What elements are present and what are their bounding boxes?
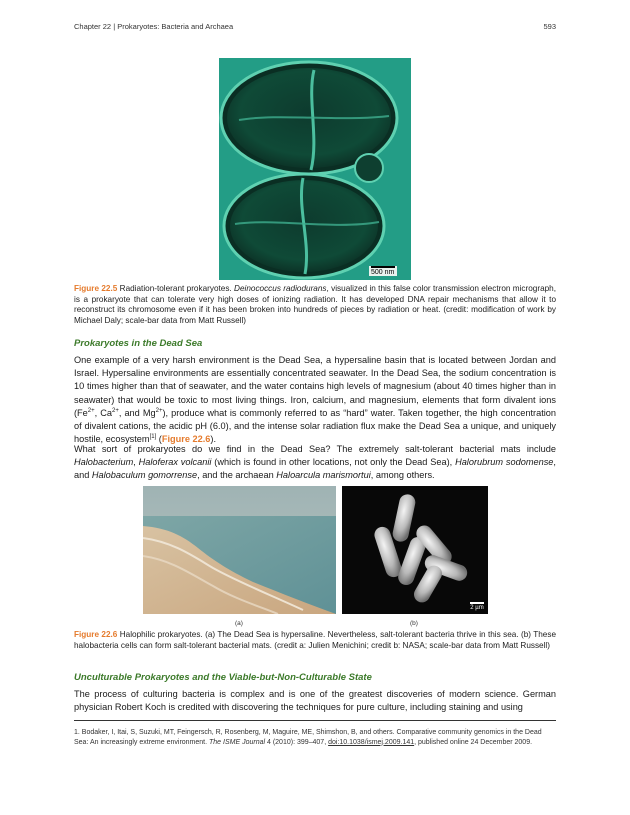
paragraph-text: , (133, 457, 139, 468)
scale-bar-line (470, 602, 484, 604)
superscript: 2+ (155, 407, 163, 414)
footnote-reference[interactable]: [1] (149, 434, 157, 441)
species-name: Haloferax volcanii (138, 457, 212, 468)
paragraph-text: , and Mg (118, 407, 156, 418)
scale-bar (470, 602, 484, 611)
paragraph-text: ( (156, 434, 162, 445)
species-name: Haloarcula marismortui (276, 470, 371, 481)
doi-link[interactable]: doi:10.1038/ismej.2009.141 (328, 738, 415, 746)
paragraph-text: , and the archaean (197, 470, 277, 481)
figure-22-6b-halobacteria-micrograph (342, 486, 488, 614)
subfigure-label-a: (a) (235, 620, 243, 627)
footnote-text: 4 (2010): 399–407, (265, 738, 329, 746)
paragraph-text: ), produce what is commonly referred to as “hard” water. Taken together, the high concentration of divalent cations, the acidic pH (6.0), and the intense solar radiation flux make the Dead Sea a unique, and uniquely hostile, ecosystem (74, 407, 557, 445)
page-number: 593 (543, 22, 556, 31)
species-name: Halobaculum gomorrense (91, 470, 198, 481)
paragraph-text: (which is found in other locations, not only the Dead Sea), (211, 457, 456, 468)
caption-text: Halophilic prokaryotes. (a) The Dead Sea is hypersaline. Nevertheless, salt-tolerant bacteria thrive in this sea. (b) These halobacteria cells can form salt-tolerant bacterial mats. (credit a: Julien Menichini; credit b: NASA; scale-bar data from Matt Russell) (74, 630, 556, 650)
scale-bar-label: 2 µm (470, 605, 484, 611)
caption-text: , visualized in this false color transmission electron micrograph, is a prokaryote that can tolerate very high doses of ionizing radiation. It has developed DNA repair mechanisms that allow it to reconstruct its chromosome even if it has been broken into hundreds of pieces by radiation or heat. (credit: modification of work by Michael Daly; scale-bar data from Matt Russell) (74, 284, 557, 325)
chapter-title: Chapter 22 | Prokaryotes: Bacteria and Archaea (74, 22, 234, 31)
species-name: Halobacterium (74, 457, 134, 468)
section-heading-unculturable: Unculturable Prokaryotes and the Viable-but-Non-Culturable State (74, 672, 372, 683)
dead-sea-image (143, 486, 336, 614)
paragraph-text: What sort of prokaryotes do we find in the Dead Sea? The extremely salt-tolerant bacterial mats include (74, 444, 556, 454)
paragraph-salt-tolerant (74, 443, 556, 483)
species-name: Deinococcus radiodurans (234, 284, 327, 293)
scale-bar-label: 500 nm (371, 269, 395, 276)
figure-22-6a-dead-sea-photo (143, 486, 336, 614)
subfigure-label-b: (b) (410, 620, 418, 627)
paragraph-dead-sea (74, 354, 556, 446)
footnote-divider (74, 720, 556, 721)
paragraph-text: , among others. (370, 470, 435, 481)
scale-bar (369, 266, 397, 276)
figure-22-5-caption (74, 284, 556, 326)
figure-22-6-link[interactable]: Figure 22.6 (161, 434, 211, 445)
paragraph-text: , Ca (94, 407, 112, 418)
caption-text: Radiation-tolerant prokaryotes. (117, 284, 235, 293)
paragraph-text: , and (74, 457, 556, 481)
footnote-1 (74, 728, 556, 747)
footnote-text: 1. Bodaker, I, Itai, S, Suzuki, MT, Feingersch, R, Rosenberg, M, Maguire, ME, Shimshon, B, and others. Comparative community genomics in the Dead Sea: An increasingly extreme environment. (74, 729, 542, 746)
paragraph-text: ). (210, 434, 217, 445)
figure-label: Figure 22.5 (74, 284, 118, 293)
journal-name: The ISME Journal (209, 738, 266, 746)
footnote-text: , published online 24 December 2009. (414, 738, 533, 746)
page-header (74, 22, 556, 36)
superscript: 2+ (87, 407, 95, 414)
micrograph-image (219, 58, 411, 280)
paragraph-culturing: The process of culturing bacteria is complex and is one of the greatest discoveries of modern science. German physician Robert Koch is credited with discovering the techniques for pure culture, including staining and using (74, 689, 556, 713)
halobacteria-image (342, 486, 488, 614)
figure-22-6-caption (74, 630, 556, 651)
superscript: 2+ (111, 407, 119, 414)
paragraph-text: One example of a very harsh environment is the Dead Sea, a hypersaline basin that is located between Jordan and Israel. Hypersaline environments are essentially concentrated seawater. In the Dead Sea, the sodium concentration is 10 times higher than that of seawater, and the water contains high levels of magnesium (about 40 times higher than in seawater) that would be toxic to most living things. Iron, calcium, and magnesium, elements that form divalent ions (Fe (74, 355, 556, 418)
species-name: Halorubrum sodomense (455, 457, 554, 468)
figure-label: Figure 22.6 (74, 630, 118, 639)
section-heading-dead-sea: Prokaryotes in the Dead Sea (74, 338, 203, 349)
scale-bar-line (371, 266, 395, 268)
figure-22-5-micrograph (219, 58, 411, 280)
